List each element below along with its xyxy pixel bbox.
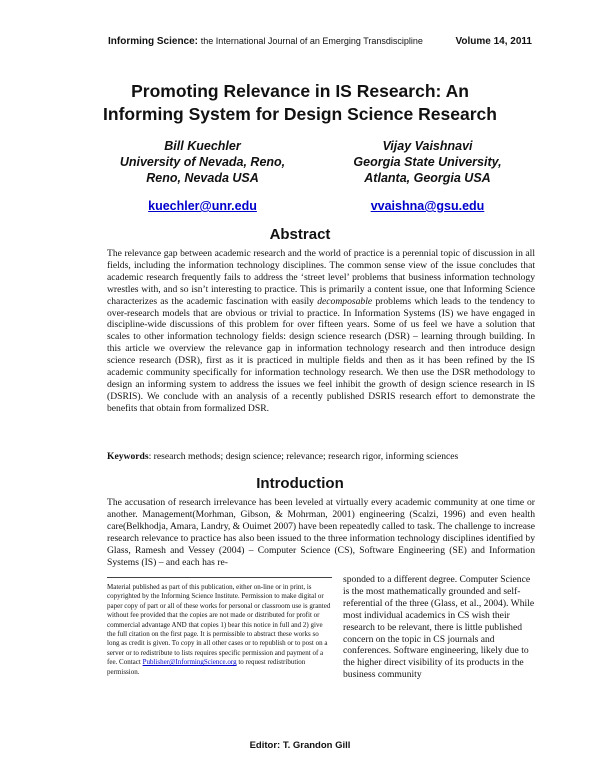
introduction-paragraph: The accusation of research irrelevance has been leveled at virtually every academic community at one time or another. Management(Morhman, Gibson, & Mohrman, 2001) engineering (Scalzi, 1996) and even health care(Belkhodja, Amara, Landry, & Ouimet 2007) have been repeatedly called to task. The challenge to increase research relevance to practice has also been issued to the three information technology disciplines identified by Glass, Ramesh and Vessey (2004) – Computer Science (CS), Software Engineering (SE) and Information Systems (IS) – and each has re- xyxy=(107,497,535,568)
editor-footer: Editor: T. Grandon Gill xyxy=(249,740,351,751)
journal-title xyxy=(108,36,423,47)
keywords-line xyxy=(107,451,535,462)
journal-name: Informing Science: xyxy=(108,36,199,47)
introduction-heading: Introduction xyxy=(256,475,344,492)
abstract-heading: Abstract xyxy=(269,226,331,243)
author-affiliation-line1: Georgia State University, xyxy=(353,155,502,169)
running-header xyxy=(108,36,532,47)
paper-title-line2: Informing System for Design Science Research xyxy=(103,104,497,124)
paper-title-line1: Promoting Relevance in IS Research: An xyxy=(131,81,469,101)
introduction-column-text: sponded to a different degree. Computer Science is the most mathematically grounded and self-referential of the three (Glass, et al., 2004). While most individual academics in CS wish their research to be relevant, there is little published concern on the topic in CS journals and conferences. Software engineering, likely due to the higher direct visibility of its products in the business community xyxy=(343,574,535,681)
author-name: Vijay Vaishnavi xyxy=(382,139,473,153)
journal-subtitle: the International Journal of an Emerging Transdiscipline xyxy=(200,36,423,46)
abstract-text-part1: The relevance gap between academic research and the world of practice is a perennial topic of discussion in all fields, including the information technology disciplines. The common sense view of the issue concludes that academic research frequently fails to address the ‘street level’ problems that business information technology wrestles with, and so isn’t interesting to practice. This is primarily a content issue, one that Informing Science characterizes as the academic fascination with easily xyxy=(107,248,535,307)
publisher-email-link[interactable]: Publisher@InformingScience.org xyxy=(142,658,237,667)
author-affiliation-line2: Reno, Nevada USA xyxy=(146,171,259,185)
abstract-body xyxy=(107,248,535,415)
author-email-link[interactable]: vvaishna@gsu.edu xyxy=(370,199,485,213)
author-2 xyxy=(320,138,535,214)
author-affiliation-line2: Atlanta, Georgia USA xyxy=(364,171,491,185)
author-1 xyxy=(95,138,310,214)
footnote-text-part2: to request redistribution permission. xyxy=(107,658,306,676)
author-email-link[interactable]: kuechler@unr.edu xyxy=(148,199,257,213)
keywords-text: : research methods; design science; relevance; research rigor, informing sciences xyxy=(148,451,459,462)
copyright-footnote xyxy=(107,577,332,677)
journal-volume: Volume 14, 2011 xyxy=(455,36,532,47)
abstract-italic-term: decomposable xyxy=(317,295,373,307)
footnote-text-part1: Material published as part of this publication, either on-line or in print, is copyrighted by the Informing Science Institute. Permission to make digital or paper copy of part or all of these works for personal or classroom use is granted without fee provided that the copies are not made or distributed for profit or commercial advantage AND that copies 1) bear this notice in full and 2) give the full citation on the first page. It is permissible to abstract these works so long as credit is given. To copy in all other cases or to republish or to post on a server or to redistribute to lists requires specific permission and payment of a fee. Contact xyxy=(107,583,331,667)
author-affiliation-line1: University of Nevada, Reno, xyxy=(119,155,286,169)
keywords-label: Keywords xyxy=(107,451,149,462)
paper-title xyxy=(70,80,530,126)
author-name: Bill Kuechler xyxy=(164,139,241,153)
abstract-text-part2: problems which leads to the tendency to over-research models that are obvious or trivial to practice. In Information Systems (IS) we have engaged in discipline-wide discussions of this problem for over fifteen years. Some of us feel we have a solution that scales to other information technology fields: design science research (DSR) – learning through building. In this article we overview the relevance gap in information technology research and then introduce design science research (DSR), first as it is practiced in multiple fields and then as it has been refined by the IS academic community specifically for information technology research. We then use the DSR methodology to design an informing system to address the issues we feel inhibit the growth of design science research in IS (DSRIS). We conclude with an analysis of a recently published DSRIS research effort to demonstrate the benefits that obtain from formalized DSR. xyxy=(107,295,535,414)
author-block xyxy=(95,138,535,214)
